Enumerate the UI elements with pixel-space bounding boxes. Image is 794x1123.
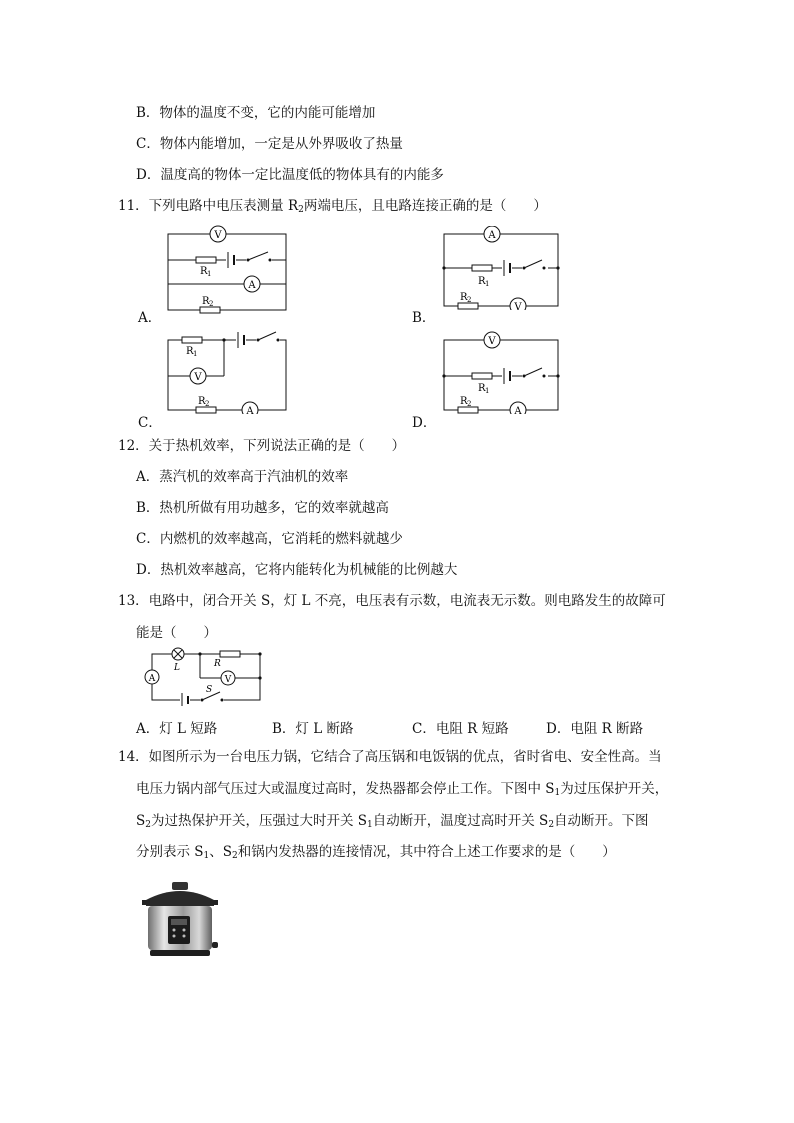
q12-option-b: B．热机所做有用功越多，它的效率就越高 — [136, 500, 389, 516]
svg-text:1: 1 — [485, 280, 490, 288]
svg-text:R: R — [460, 292, 468, 303]
q14-line2: 电压力锅内部气压过大或温度过高时，发热器都会停止工作。下图中 $S_1$为过压保护开关， — [136, 781, 669, 798]
q11-circuit-c — [160, 328, 292, 414]
q11-circuit-d — [438, 330, 568, 414]
q13-stem-line1: 13．电路中，闭合开关 S，灯 L 不亮，电压表有示数，电流表无示数。则电路发生的故障可 — [118, 593, 666, 609]
q13-stem-line2: 能是（ ） — [136, 625, 217, 641]
q13-option-c: C．电阻 R 短路 — [412, 721, 509, 737]
q11-label-d: D． — [412, 415, 437, 431]
svg-text:A: A — [514, 406, 522, 414]
svg-text:V: V — [214, 230, 222, 241]
q12-option-d: D．热机效率越高，它将内能转化为机械能的比例越大 — [136, 562, 458, 578]
q11-label-b: B． — [412, 310, 436, 326]
q13-circuit — [140, 644, 266, 706]
q11-stem: 11．下列电路中电压表测量 $R_2$两端电压，且电路连接正确的是（ ） — [118, 198, 547, 215]
svg-text:R: R — [478, 383, 486, 394]
svg-text:A: A — [488, 230, 496, 241]
svg-text:2: 2 — [209, 300, 214, 308]
svg-text:V: V — [488, 336, 496, 347]
q13-option-b: B．灯 L 断路 — [272, 721, 354, 737]
q14-line4: 分别表示 $S_1$、$S_2$和锅内发热器的连接情况，其中符合上述工作要求的是（ ） — [136, 844, 616, 861]
svg-text:R: R — [198, 396, 206, 407]
svg-text:1: 1 — [207, 270, 212, 278]
q11-label-c: C． — [138, 415, 162, 431]
svg-text:A: A — [148, 674, 156, 684]
pressure-cooker-image — [138, 878, 222, 962]
svg-text:1: 1 — [485, 387, 490, 395]
svg-text:1: 1 — [193, 350, 198, 358]
svg-text:R: R — [214, 659, 221, 669]
q10-option-b: B．物体的温度不变，它的内能可能增加 — [136, 105, 376, 121]
q13-option-d: D．电阻 R 断路 — [546, 721, 644, 737]
q14-line1: 14．如图所示为一台电压力锅，它结合了高压锅和电饭锅的优点，省时省电、安全性高。当 — [118, 749, 662, 765]
q13-option-a: A．灯 L 短路 — [136, 721, 218, 737]
svg-text:R: R — [186, 346, 194, 357]
q11-circuit-a — [160, 222, 292, 314]
svg-text:V: V — [514, 302, 522, 310]
q14-line3: $S_2$为过热保护开关，压强过大时开关 $S_1$自动断开，温度过高时开关 $S_2$自动断开。下图 — [136, 813, 649, 830]
svg-text:S: S — [206, 685, 213, 695]
svg-text:A: A — [248, 280, 256, 291]
svg-text:V: V — [194, 372, 202, 383]
q11-circuit-b — [438, 226, 568, 310]
svg-text:2: 2 — [467, 296, 472, 304]
svg-text:L: L — [174, 663, 180, 673]
q12-option-a: A．蒸汽机的效率高于汽油机的效率 — [136, 469, 349, 485]
q12-option-c: C．内燃机的效率越高，它消耗的燃料就越少 — [136, 531, 403, 547]
svg-text:2: 2 — [467, 400, 472, 408]
q10-option-c: C．物体内能增加，一定是从外界吸收了热量 — [136, 136, 403, 152]
svg-text:R: R — [460, 396, 468, 407]
q12-stem: 12．关于热机效率，下列说法正确的是（ ） — [118, 438, 406, 454]
svg-text:2: 2 — [205, 400, 210, 408]
q10-option-d: D．温度高的物体一定比温度低的物体具有的内能多 — [136, 167, 444, 183]
svg-text:A: A — [246, 406, 254, 414]
q11-label-a: A． — [138, 310, 162, 326]
svg-text:R: R — [200, 266, 208, 277]
svg-text:R: R — [202, 296, 210, 307]
svg-text:R: R — [478, 276, 486, 287]
svg-text:V: V — [224, 675, 232, 685]
